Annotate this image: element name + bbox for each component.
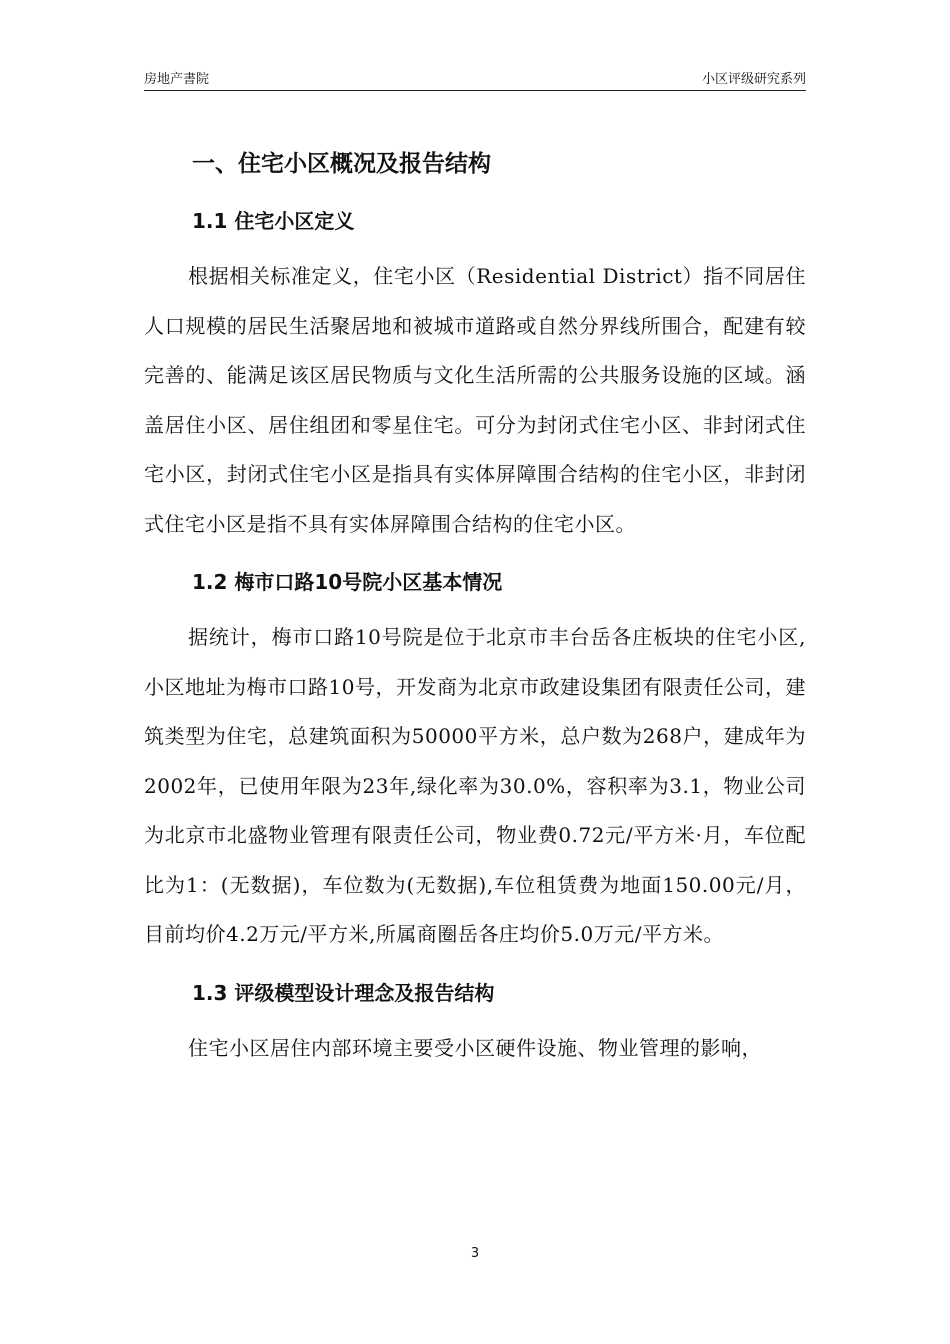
- section-title: 一、住宅小区概况及报告结构: [192, 151, 491, 177]
- document-body: [144, 140, 806, 1073]
- paragraph-basic-info: 据统计，梅市口路10号院是位于北京市丰台岳各庄板块的住宅小区,小区地址为梅市口路10号，开发商为北京市政建设集团有限责任公司，建筑类型为住宅，总建筑面积为50000平方米，总户数为268户，建成年为2002年，已使用年限为23年,绿化率为30.0%，容积率为3.1，物业公司为北京市北盛物业管理有限责任公司，物业费0.72元/平方米·月，车位配比为1：(无数据)，车位数为(无数据),车位租赁费为地面150.00元/月，目前均价4.2万元/平方米,所属商圈岳各庄均价5.0万元/平方米。: [144, 625, 806, 946]
- header-right-title: 小区评级研究系列: [701, 72, 806, 87]
- page-number: 3: [470, 1246, 480, 1261]
- subsection-heading-1-3: 1.3 评级模型设计理念及报告结构: [192, 980, 495, 1005]
- page-header: [144, 66, 806, 91]
- subsection-heading-1-1: 1.1 住宅小区定义: [192, 209, 355, 233]
- header-left-title: 房地产書院: [144, 72, 210, 87]
- paragraph-model-design: 住宅小区居住内部环境主要受小区硬件设施、物业管理的影响，: [188, 1035, 762, 1060]
- subsection-heading-1-2: 1.2 梅市口路10号院小区基本情况: [192, 570, 503, 594]
- paragraph-definition: 根据相关标准定义，住宅小区（Residential District）指不同居住人口规模的居民生活聚居地和被城市道路或自然分界线所围合，配建有较完善的、能满足该区居民物质与文化生活所需的公共服务设施的区域。涵盖居住小区、居住组团和零星住宅。可分为封闭式住宅小区、非封闭式住宅小区，封闭式住宅小区是指具有实体屏障围合结构的住宅小区，非封闭式住宅小区是指不具有实体屏障围合结构的住宅小区。: [144, 264, 806, 536]
